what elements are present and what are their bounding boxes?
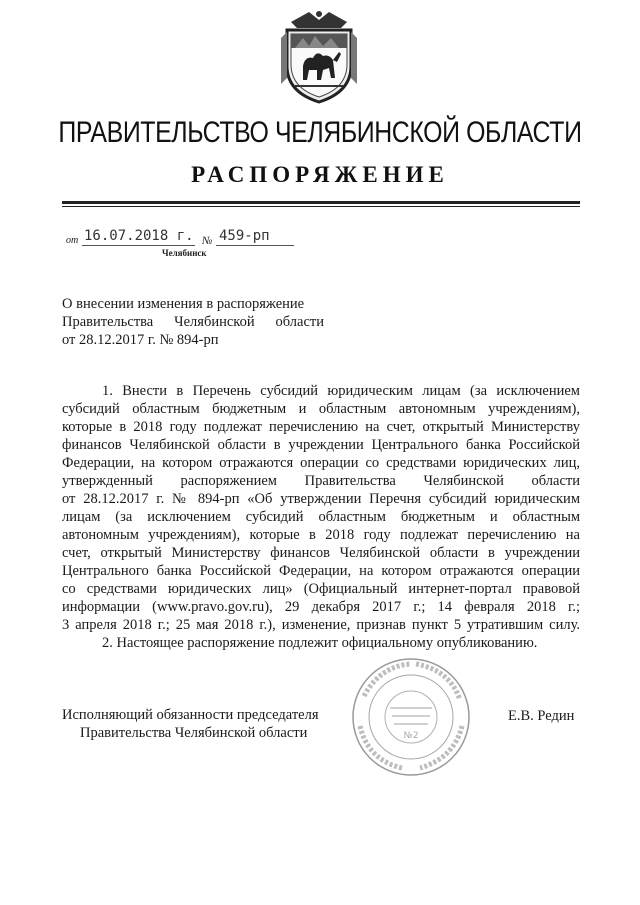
subject-block	[62, 295, 324, 349]
government-title: ПРАВИТЕЛЬСТВО ЧЕЛЯБИНСКОЙ ОБЛАСТИ	[58, 116, 582, 149]
body-line: Центрального банка Российской Федерации, на котором отражаются операции	[62, 563, 580, 579]
body-line: утвержденный распоряжением Правительства Челябинской области	[62, 473, 580, 489]
body-line: 3 апреля 2018 г.; 25 мая 2018 г.), изменение, признав пункт 5 утратившим силу.	[62, 617, 580, 633]
body-line: от 28.12.2017 г. № 894-рп «Об утверждении Перечня субсидий юридическим	[62, 491, 580, 507]
signatory-name: Е.В. Редин	[508, 708, 575, 724]
body-line: субсидий областным бюджетным и областным автономным учреждениям),	[62, 401, 580, 417]
header-rule-thin	[62, 206, 580, 207]
document-type: РАСПОРЯЖЕНИЕ	[191, 162, 449, 187]
body-line: 1. Внести в Перечень субсидий юридическим лицам (за исключением	[102, 383, 580, 399]
body-line: счет, открытый Министерству финансов Челябинской области в учреждении	[62, 545, 580, 561]
coat-of-arms-icon	[279, 8, 359, 106]
body-line: информации (www.pravo.gov.ru), 29 декабря 2017 г.; 14 февраля 2018 г.;	[62, 599, 580, 615]
date-underline	[82, 245, 195, 246]
subject-line: от 28.12.2017 г. № 894-рп	[62, 332, 219, 348]
order-body	[62, 382, 580, 652]
body-line: автономным учреждениям), которые в 2018 году подлежат перечислению на	[62, 527, 580, 543]
body-line: Федерации, на котором отражаются операции со средствами юридических лиц,	[62, 455, 580, 471]
subject-line: Правительства Челябинской области	[62, 314, 324, 330]
body-line: 2. Настоящее распоряжение подлежит официальному опубликованию.	[102, 635, 538, 651]
body-line: лицам (за исключением субсидий областным бюджетным и областным	[62, 509, 580, 525]
official-seal-icon	[350, 656, 472, 778]
date-prefix: от	[66, 235, 79, 246]
body-line: которые в 2018 году подлежат перечислению на счет, открытый Министерству	[62, 419, 580, 435]
svg-text:№2: №2	[403, 731, 419, 741]
signatory-role-line1: Исполняющий обязанности председателя	[62, 707, 319, 723]
city-label: Челябинск	[162, 248, 207, 258]
signatory-role	[62, 706, 319, 742]
number-prefix: №	[202, 235, 213, 247]
header-rule-thick	[62, 201, 580, 204]
document-date: 16.07.2018 г.	[84, 228, 194, 244]
body-line: со средствами юридических лиц» (Официальный интернет-портал правовой	[62, 581, 580, 597]
document-number: 459-рп	[219, 228, 270, 244]
number-underline	[216, 245, 294, 246]
date-number-row	[66, 226, 366, 248]
subject-line: О внесении изменения в распоряжение	[62, 296, 305, 312]
body-line: финансов Челябинской области в учреждении Центрального банка Российской	[62, 437, 580, 453]
signatory-role-line2: Правительства Челябинской области	[80, 725, 308, 741]
